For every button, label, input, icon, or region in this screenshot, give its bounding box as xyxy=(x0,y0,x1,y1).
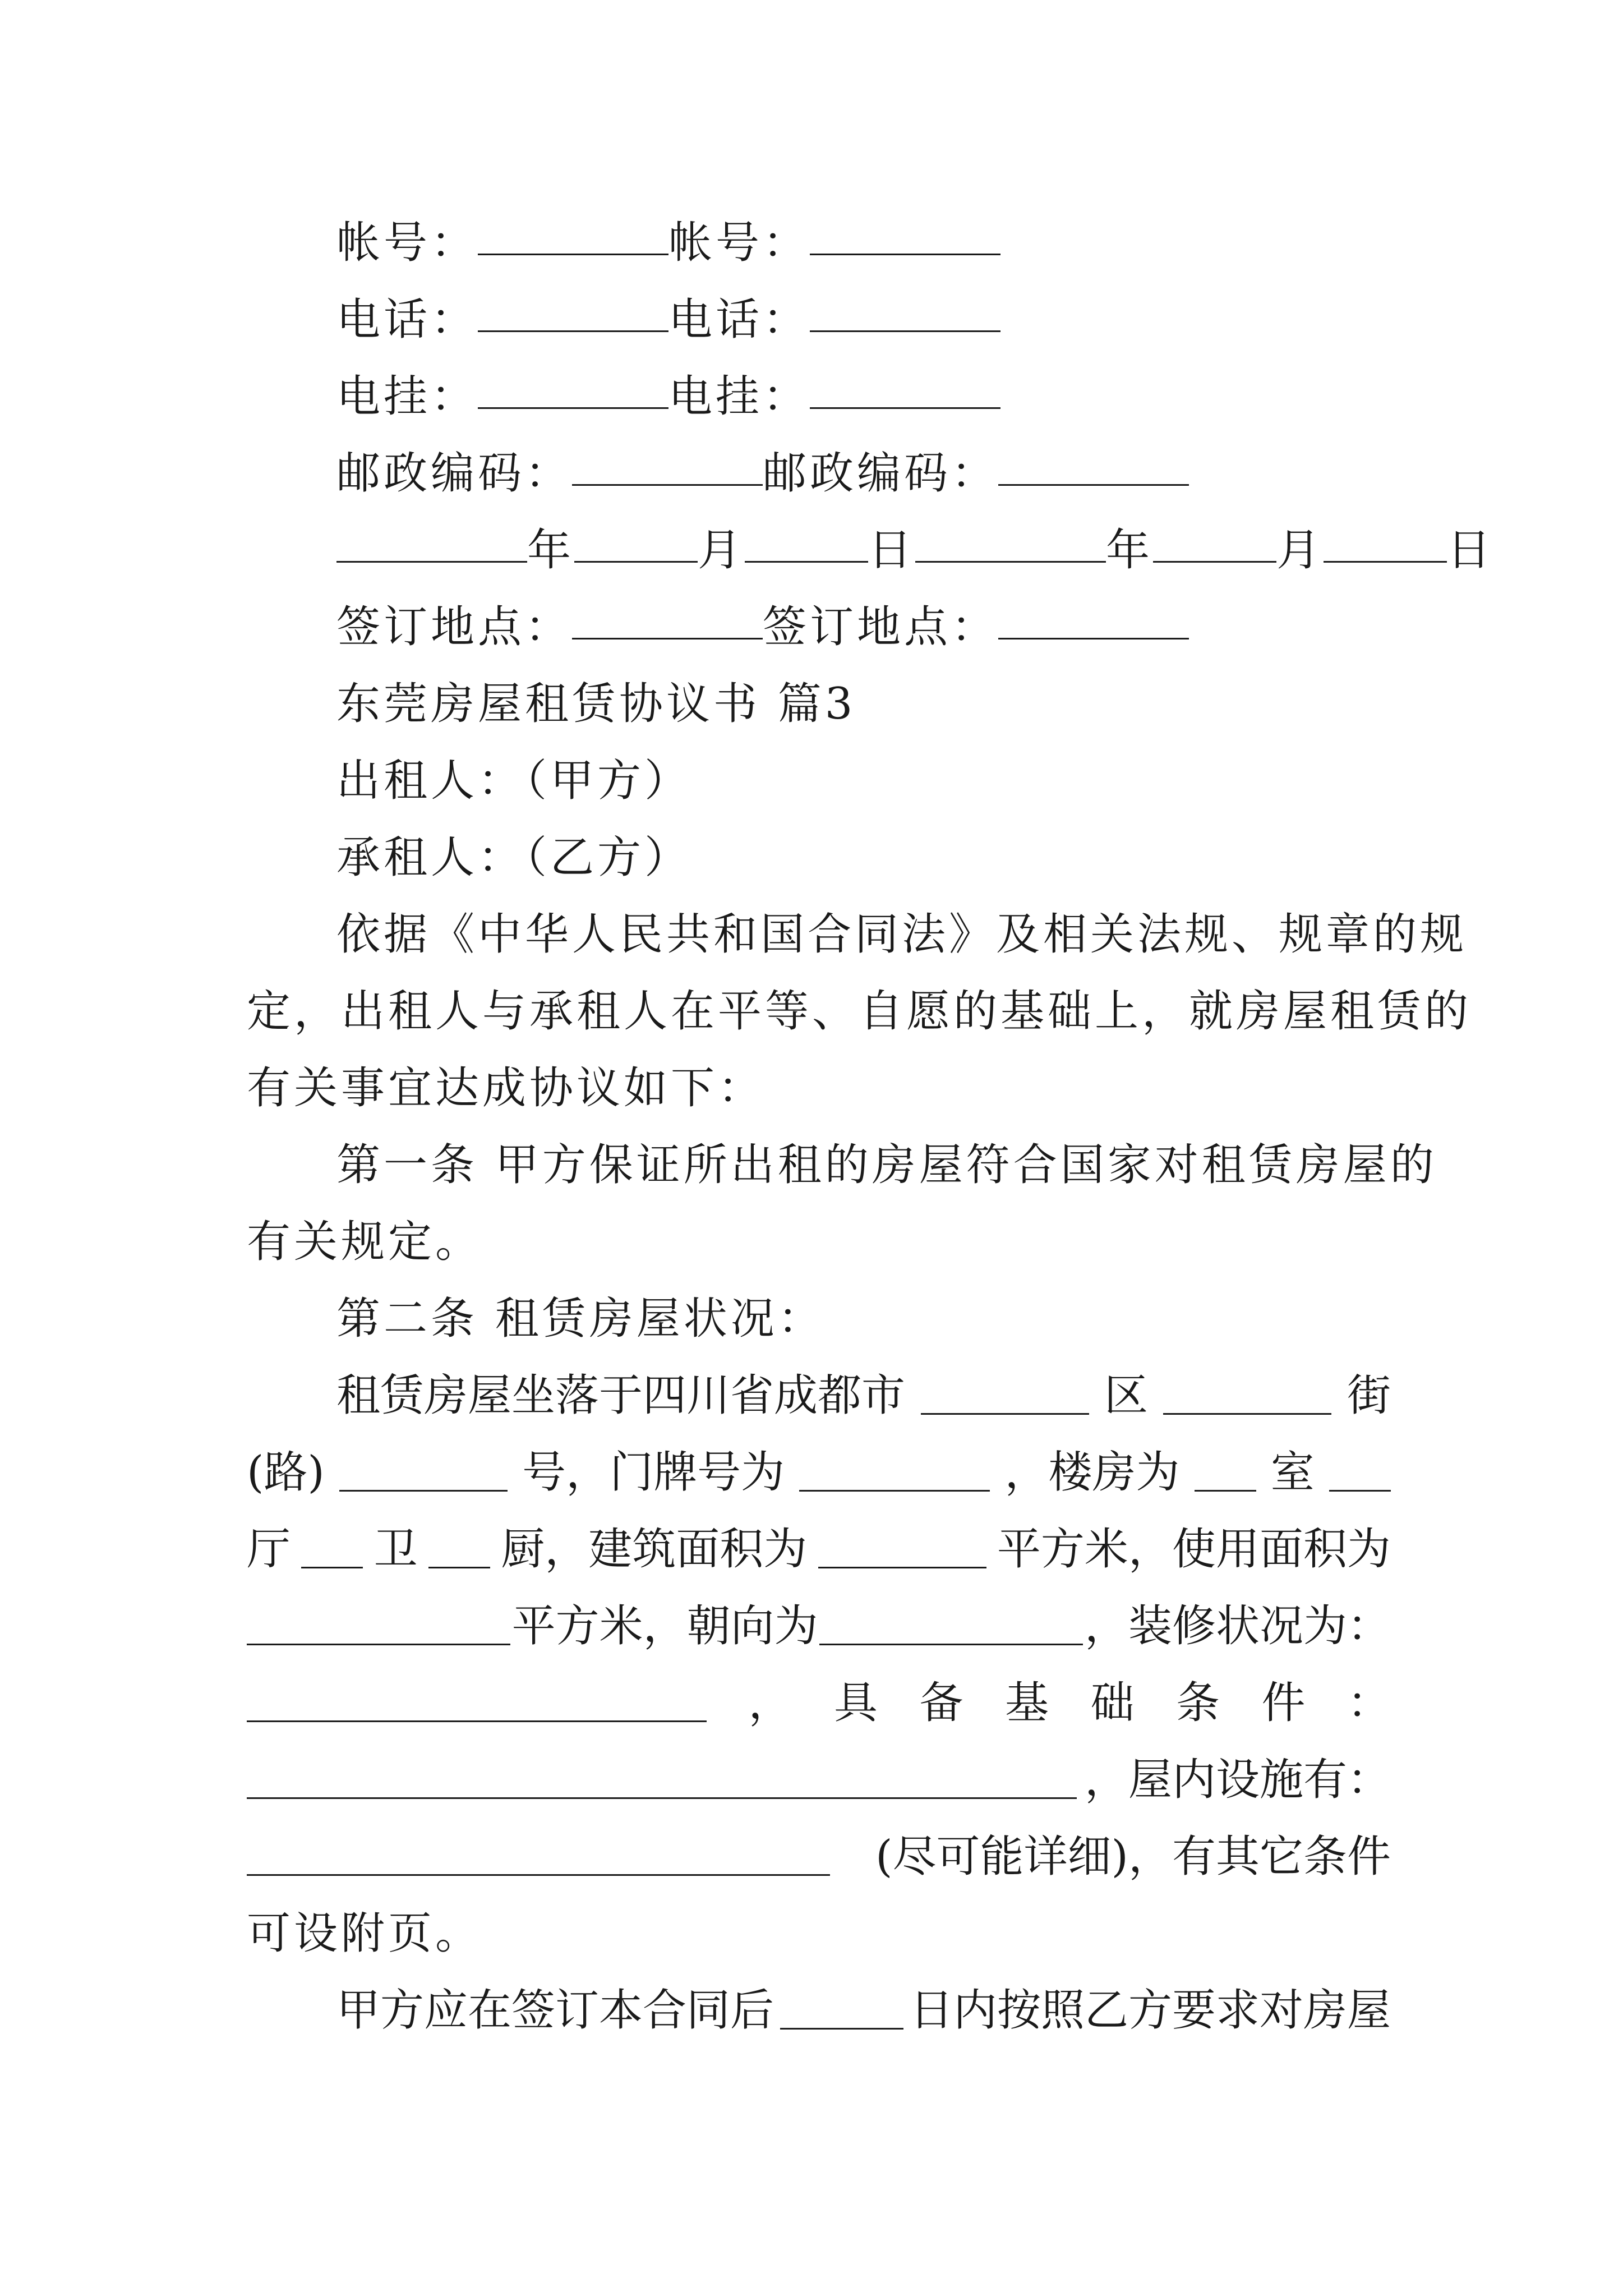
usable-area-label: 平方米，使用面积为 xyxy=(997,1524,1391,1575)
year-blank-b[interactable] xyxy=(915,525,1106,563)
phone-row xyxy=(336,282,1391,358)
conditions-char-1: 具 xyxy=(833,1678,878,1728)
article2-area-line xyxy=(247,1511,1391,1588)
postcode-label-b: 邮政编码： xyxy=(763,448,999,499)
lessee-line: 承租人：（乙方） xyxy=(336,832,692,883)
account-label-b: 帐号： xyxy=(668,218,810,268)
intro-line-3: 有关事宜达成协议如下： xyxy=(247,1063,766,1114)
phone-blank-a[interactable] xyxy=(478,295,668,332)
conditions-char-4: 础 xyxy=(1090,1678,1135,1728)
doorplate-blank[interactable] xyxy=(799,1454,990,1492)
road-label: (路) xyxy=(247,1447,325,1498)
account-blank-b[interactable] xyxy=(810,218,1000,255)
building-area-blank[interactable] xyxy=(818,1531,986,1568)
month-label-a: 月 xyxy=(698,525,745,576)
year-label-b: 年 xyxy=(1106,525,1154,576)
room-label: 室 xyxy=(1270,1447,1315,1498)
building-label: ，楼房为 xyxy=(1004,1447,1180,1498)
street-label: 街 xyxy=(1347,1370,1391,1421)
place-label-b: 签订地点： xyxy=(763,602,999,652)
phone-blank-b[interactable] xyxy=(810,295,1000,332)
repair-label-b: 日内按照乙方要求对房屋 xyxy=(909,1985,1391,2036)
kitchen-blank[interactable] xyxy=(428,1531,490,1568)
phone-label-b: 电话： xyxy=(668,295,810,345)
article2-repair-line xyxy=(336,1972,1391,2049)
day-label-b: 日 xyxy=(1447,525,1495,576)
month-blank-a[interactable] xyxy=(574,525,698,563)
postcode-blank-b[interactable] xyxy=(998,448,1189,486)
intro-line-1: 依据《中华人民共和国合同法》及相关法规、规章的规 xyxy=(336,909,1468,960)
account-label-a: 帐号： xyxy=(336,218,478,268)
article1-line-1: 第一条 甲方保证所出租的房屋符合国家对租赁房屋的 xyxy=(336,1140,1437,1190)
detail-label: (尽可能详细)，有其它条件 xyxy=(875,1832,1391,1882)
article1-line-2: 有关规定。 xyxy=(247,1217,483,1267)
year-label-a: 年 xyxy=(527,525,575,576)
place-label-a: 签订地点： xyxy=(336,602,573,652)
account-row xyxy=(336,205,1391,282)
postcode-label-a: 邮政编码： xyxy=(336,448,573,499)
conditions-blank[interactable] xyxy=(247,1761,1077,1799)
month-label-b: 月 xyxy=(1276,525,1324,576)
conditions-char-6: 件 xyxy=(1261,1678,1306,1728)
bath-label: 卫 xyxy=(374,1524,418,1575)
facilities-blank[interactable] xyxy=(247,1838,830,1876)
article2-orientation-line xyxy=(247,1588,1391,1665)
place-blank-a[interactable] xyxy=(572,602,763,639)
telegram-label-b: 电挂： xyxy=(668,371,810,422)
number-blank[interactable] xyxy=(339,1454,508,1492)
conditions-char-3: 基 xyxy=(1004,1678,1049,1728)
room-blank[interactable] xyxy=(1195,1454,1256,1492)
article2-detail-line xyxy=(247,1819,1391,1895)
address-text: 租赁房屋坐落于四川省成都市 xyxy=(336,1370,906,1421)
postcode-blank-a[interactable] xyxy=(572,448,763,486)
doorplate-label: 号，门牌号为 xyxy=(522,1447,785,1498)
article2-conditions-line xyxy=(247,1665,1391,1742)
day-label-a: 日 xyxy=(868,525,916,576)
bath-blank[interactable] xyxy=(301,1531,363,1568)
conditions-char-2: 备 xyxy=(919,1678,963,1728)
day-blank-a[interactable] xyxy=(745,525,868,563)
district-blank[interactable] xyxy=(921,1377,1089,1415)
telegram-row xyxy=(336,358,1391,435)
repair-label-a: 甲方应在签订本合同后 xyxy=(336,1985,774,2036)
phone-label-a: 电话： xyxy=(336,295,478,345)
section-heading: 东莞房屋租赁协议书 篇3 xyxy=(336,679,856,729)
hall-blank[interactable] xyxy=(1329,1454,1391,1492)
telegram-blank-a[interactable] xyxy=(478,371,668,409)
decoration-blank[interactable] xyxy=(247,1685,707,1722)
article2-title: 第二条 租赁房屋状况： xyxy=(336,1294,825,1344)
month-blank-b[interactable] xyxy=(1153,525,1276,563)
article2-address-line xyxy=(336,1358,1391,1434)
street-blank[interactable] xyxy=(1163,1377,1331,1415)
days-blank[interactable] xyxy=(780,1992,903,2030)
telegram-blank-b[interactable] xyxy=(810,371,1000,409)
article2-appendix-line: 可设附页。 xyxy=(247,1908,483,1959)
decoration-label: ，装修状况为： xyxy=(1084,1601,1391,1651)
conditions-char-7: ： xyxy=(1347,1678,1391,1728)
orientation-blank[interactable] xyxy=(819,1608,1083,1645)
orientation-label: 平方米，朝向为 xyxy=(511,1601,818,1651)
hall-label: 厅 xyxy=(247,1524,291,1575)
district-label: 区 xyxy=(1104,1370,1148,1421)
place-blank-b[interactable] xyxy=(998,602,1189,639)
place-row xyxy=(336,589,1391,666)
article2-facilities-line xyxy=(247,1742,1391,1819)
building-area-label: 厨，建筑面积为 xyxy=(501,1524,808,1575)
date-row xyxy=(336,512,1495,589)
postcode-row xyxy=(336,435,1391,512)
intro-line-2: 定，出租人与承租人在平等、自愿的基础上，就房屋租赁的 xyxy=(247,986,1472,1037)
facilities-label: ，屋内设施有： xyxy=(1084,1755,1391,1805)
conditions-char-0: ， xyxy=(748,1678,792,1728)
conditions-char-5: 条 xyxy=(1175,1678,1220,1728)
usable-area-blank[interactable] xyxy=(247,1608,510,1645)
telegram-label-a: 电挂： xyxy=(336,371,478,422)
lessor-line: 出租人：（甲方） xyxy=(336,756,692,806)
day-blank-b[interactable] xyxy=(1324,525,1447,563)
article2-number-line xyxy=(247,1434,1391,1511)
year-blank-a[interactable] xyxy=(336,525,527,563)
account-blank-a[interactable] xyxy=(478,218,668,255)
